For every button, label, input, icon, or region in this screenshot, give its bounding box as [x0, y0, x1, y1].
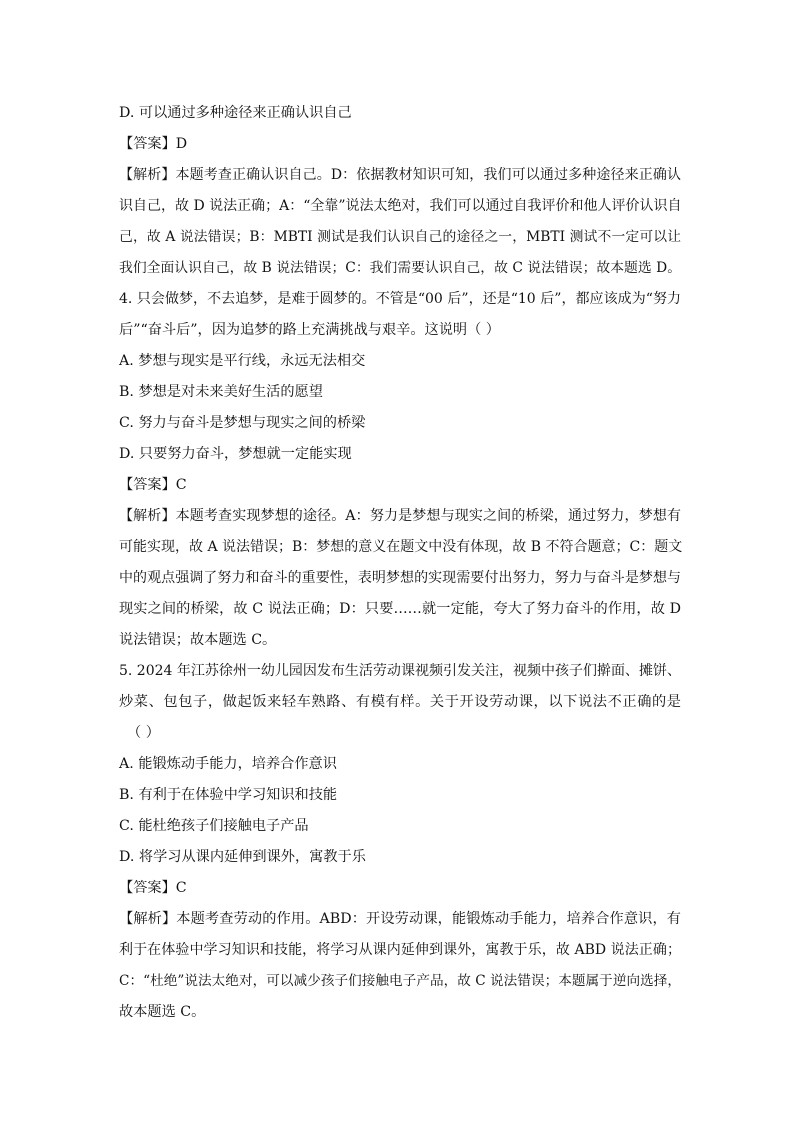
analysis-line: 中的观点强调了努力和奋斗的重要性，表明梦想的实现需要付出努力，努力与奋斗是梦想与	[119, 570, 681, 586]
option-b-line: B. 有利于在体验中学习知识和技能	[119, 787, 338, 803]
option-c-line: C. 努力与奋斗是梦想与现实之间的桥梁	[119, 415, 366, 431]
analysis-line: 现实之间的桥梁，故 C 说法正确；D：只要……就一定能，夸大了努力奋斗的作用，故 D	[119, 601, 681, 617]
option-a-line: A. 能锻炼动手能力，培养合作意识	[119, 756, 337, 772]
analysis-line: C：“杜绝”说法太绝对，可以减少孩子们接触电子产品，故 C 说法错误；本题属于逆向选择，	[119, 973, 681, 989]
answer-line: 【答案】D	[119, 136, 188, 152]
analysis-line: 可能实现，故 A 说法错误；B：梦想的意义在题文中没有体现，故 B 不符合题意；C：题文	[119, 539, 683, 555]
option-d-line: D. 可以通过多种途径来正确认识自己	[119, 105, 352, 121]
question-4-stem: 4. 只会做梦，不去追梦，是难于圆梦的。不管是“00 后”，还是“10 后”，都应该成为“努力	[119, 291, 681, 307]
question-4-stem: 后”“奋斗后”，因为追梦的路上充满挑战与艰辛。这说明（ ）	[119, 322, 500, 338]
analysis-line: 【解析】本题考查正确认识自己。D：依据教材知识可知，我们可以通过多种途径来正确认	[119, 167, 681, 183]
analysis-line: 说法错误；故本题选 C。	[119, 632, 277, 648]
option-a-line: A. 梦想与现实是平行线，永远无法相交	[119, 353, 366, 369]
analysis-line: 【解析】本题考查实现梦想的途径。A：努力是梦想与现实之间的桥梁，通过努力，梦想有	[119, 508, 681, 524]
analysis-line: 利于在体验中学习知识和技能，将学习从课内延伸到课外，寓教于乐，故 ABD 说法正确；	[119, 942, 681, 958]
analysis-line: 识自己，故 D 说法正确；A：“全靠”说法太绝对，我们可以通过自我评价和他人评价认识自	[119, 198, 682, 214]
question-5-stem: 5. 2024 年江苏徐州一幼儿园因发布生活劳动课视频引发关注，视频中孩子们擀面、摊饼、	[119, 663, 681, 679]
option-d-line: D. 只要努力奋斗，梦想就一定能实现	[119, 446, 352, 462]
answer-line: 【答案】C	[119, 477, 187, 493]
option-c-line: C. 能杜绝孩子们接触电子产品	[119, 818, 309, 834]
question-5-stem: 炒菜、包包子，做起饭来轻车熟路、有模有样。关于开设劳动课，以下说法不正确的是	[119, 694, 681, 710]
option-b-line: B. 梦想是对未来美好生活的愿望	[119, 384, 323, 400]
analysis-line: 己，故 A 说法错误；B：MBTI 测试是我们认识自己的途径之一，MBTI 测试不一定可以让	[119, 229, 681, 245]
document-page	[119, 98, 681, 1028]
analysis-line: 故本题选 C。	[119, 1004, 206, 1020]
answer-line: 【答案】C	[119, 880, 187, 896]
option-d-line: D. 将学习从课内延伸到课外，寓教于乐	[119, 849, 366, 865]
analysis-line: 我们全面认识自己，故 B 说法错误；C：我们需要认识自己，故 C 说法错误；故本题选 D。	[119, 260, 681, 276]
question-5-blank: （ ）	[127, 725, 160, 741]
analysis-line: 【解析】本题考查劳动的作用。ABD：开设劳动课，能锻炼动手能力，培养合作意识，有	[119, 911, 681, 927]
